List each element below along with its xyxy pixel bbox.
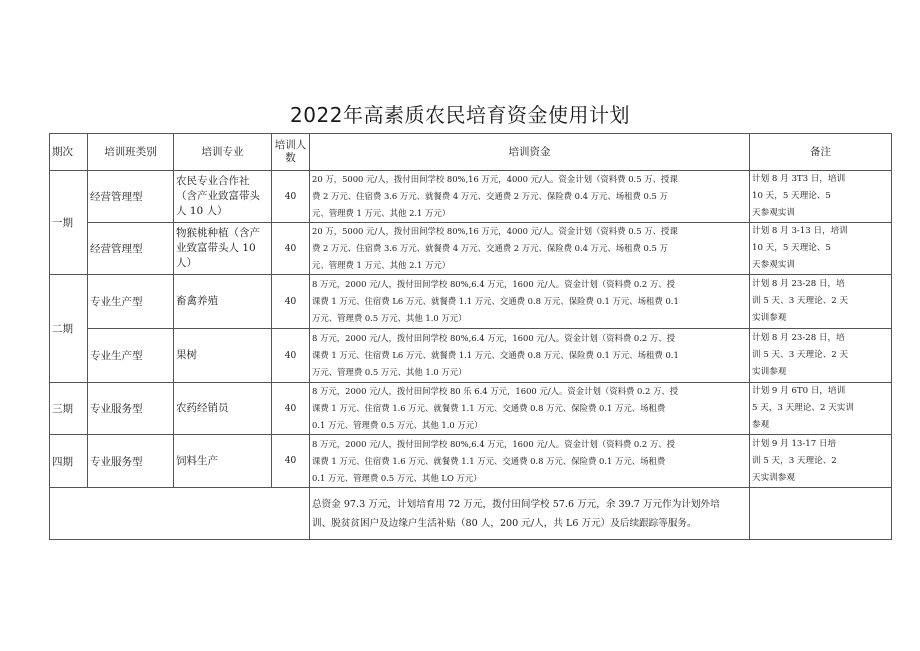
count-cell: 40	[272, 329, 310, 383]
major-cell: 物猴桃种植（含产 业致富带头人 10 人）	[174, 223, 272, 275]
table-row	[50, 329, 892, 383]
period-cell: 一期	[50, 171, 88, 275]
note-cell: 计划 8 月 23-28 日，培 训 5 天、3 天理论、2 天 实训参观	[750, 275, 892, 329]
fund-cell: 8 万元，2000 元/人，拨付田间学校 80%,6.4 万元，1600 元/人。资金计划（资料费 0.2 万、授 课费 1 万元、住宿费 L6 万元、就餐费 1.1 万元、交通费 0.8 万元、保险费 0.1 万元、场租费 0.1 万元、管理费 0.5 万元、其他 1.0 万元）	[310, 329, 750, 383]
header-type: 培训班类别	[88, 134, 174, 171]
table-row	[50, 275, 892, 329]
header-major: 培训专业	[174, 134, 272, 171]
table-row	[50, 435, 892, 488]
note-cell: 计划 9 月 6T0 日，培训 5 天，3 天理论、2 天实训 参观	[750, 383, 892, 435]
header-fund: 培训资金	[310, 134, 750, 171]
summary-cell: 总资金 97.3 万元，计划培育用 72 万元，拨付田间学校 57.6 万元，余 39.7 万元作为计划外培 训、脱贫贫困户及边缘户生活补贴（80 人，200 元/人，共 L6 万元）及后续跟踪等服务。	[310, 488, 750, 540]
summary-note-cell	[750, 488, 892, 540]
fund-cell: 8 万元，2000 元/人，拨付田间学校 80 乐 6.4 万元，1600 元/人。资金计划（资料费 0.2 万、授 课费 1 万元、住宿费 1.6 万元、就餐费 1.1 万元、交通费 0.8 万元、保险费 0.1 万元、场租费 0.1 万元、管理费 0.5 万元、其他 1.0 万元）	[310, 383, 750, 435]
page-title: 2022年高素质农民培育资金使用计划	[290, 103, 630, 127]
funding-plan-table	[49, 133, 892, 540]
count-cell: 40	[272, 435, 310, 488]
type-cell: 专业服务型	[88, 435, 174, 488]
count-cell: 40	[272, 223, 310, 275]
major-cell: 畜禽养殖	[174, 275, 272, 329]
table-row	[50, 383, 892, 435]
header-count-line2: 数	[285, 152, 296, 164]
table-row	[50, 171, 892, 223]
fund-cell: 20 万，5000 元/人，拨付田间学校 80%,16 万元，4000 元/人。资金计划（资料费 0.5 万、授课 费 2 万元、住宿费 3.6 万元、就餐费 4 万元、交通费 2 万元、保险费 0.4 万元、场租费 0.5 万 元、管理费 1 万元、其他 2.1 万元）	[310, 223, 750, 275]
table-row	[50, 223, 892, 275]
major-cell: 果树	[174, 329, 272, 383]
note-cell: 计划 9 月 13-17 日培 训 5 天，3 天理论、2 天实训参观	[750, 435, 892, 488]
period-cell: 二期	[50, 275, 88, 383]
major-cell: 农药经销员	[174, 383, 272, 435]
count-cell: 40	[272, 383, 310, 435]
header-row	[50, 134, 892, 171]
fund-cell: 8 万元，2000 元/人，拨付田间学校 80%,6.4 万元，1600 元/人。资金计划（资料费 0.2 万、授 课费 1 万元、住宿费 1.6 万元、就餐费 1.1 万元、交通费 0.8 万元、保险费 0.1 万元、场租费 0.1 万元、管理费 0.5 万元、其他 LO 万元）	[310, 435, 750, 488]
type-cell: 专业服务型	[88, 383, 174, 435]
fund-cell: 8 万元，2000 元/人，拨付田间学校 80%,6.4 万元，1600 元/人。资金计划（资料费 0.2 万、授 课费 1 万元、住宿费 L6 万元、就餐费 1.1 万元、交通费 0.8 万元、保险费 0.1 万元、场租费 0.1 万元、管理费 0.5 万元、其他 1.0 万元）	[310, 275, 750, 329]
note-cell: 计划 8 月 3T3 日，培训 10 天，5 天理论、5 天参观实训	[750, 171, 892, 223]
type-cell: 专业生产型	[88, 329, 174, 383]
header-count	[272, 134, 310, 171]
header-count-line1: 培训人	[274, 139, 307, 151]
major-cell: 饲料生产	[174, 435, 272, 488]
note-cell: 计划 8 月 23-28 日，培 训 5 天、3 天理论、2 天 实训参观	[750, 329, 892, 383]
type-cell: 专业生产型	[88, 275, 174, 329]
summary-row	[50, 488, 892, 540]
period-cell: 三期	[50, 383, 88, 435]
header-period: 期次	[50, 134, 88, 171]
major-cell: 农民专业合作社 （含产业致富带头 人 10 人）	[174, 171, 272, 223]
count-cell: 40	[272, 171, 310, 223]
fund-cell: 20 万，5000 元/人，拨付田间学校 80%,16 万元，4000 元/人。资金计划（资料费 0.5 万、授课 费 2 万元、住宿费 3.6 万元、就餐费 4 万元、交通费 2 万元、保险费 0.4 万元、场租费 0.5 万 元、管理费 1 万元、其他 2.1 万元）	[310, 171, 750, 223]
header-note: 备注	[750, 134, 892, 171]
count-cell: 40	[272, 275, 310, 329]
note-cell: 计划 8 月 3-13 日，培训 10 天，5 天理论、5 天参观实训	[750, 223, 892, 275]
period-cell: 四期	[50, 435, 88, 488]
type-cell: 经营管理型	[88, 223, 174, 275]
summary-blank-cell	[50, 488, 310, 540]
type-cell: 经营管理型	[88, 171, 174, 223]
